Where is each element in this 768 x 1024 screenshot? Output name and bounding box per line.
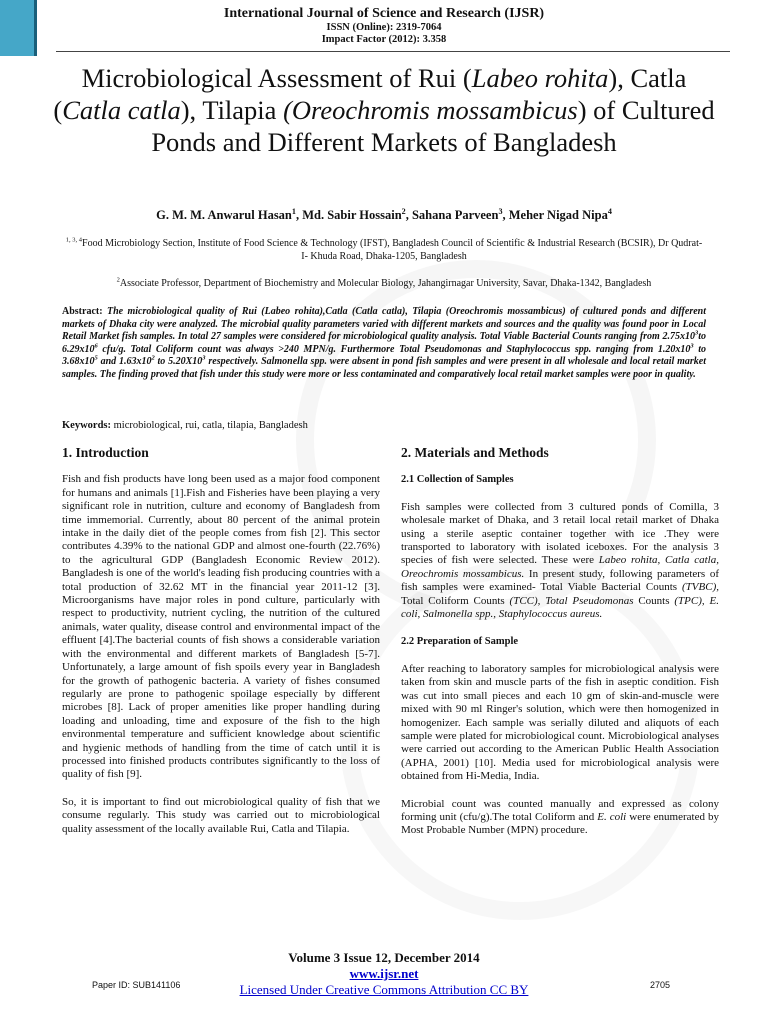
intro-paragraph-1: Fish and fish products have long been used as a major food component for humans and animals [1].Fish and Fisheries have been playing a very significant role in nutrition, culture and economy of Bangladesh from time immemorial. Currently, about 80 percent of the animal protein intake in the daily diet of the people comes from fish [2]. This sector contributes 4.39% to the national GDP and almost one-fourth (22.76%) to the agricultural GDP (Bangladesh Economic Review 2012). Bangladesh is one of the world's leading fish producing countries with a total production of 32.62 MT in the financial year 2011-12 [3]. Microorganisms have major roles in pond culture, particularly with respect to productivity, nutrient cycling, the nutrition of the cultured animals, water quality, disease control and environmental impact of the effluent [4].The bacterial counts of fish shows a considerable variation with the environmental and different markets of Bangladesh [5-7]. Unfortunately, a large amount of fish spoils every year in Bangladesh for the growth of pathogenic bacteria. A variety of fishes consumed regularly are prone to pathogenic spoilage especially by different microbes [8]. Lack of proper amenities like proper handling during loading and unloading, time and exposure of the fish to the high environmental temperature and sufficient knowledge about scientific and hygienic methods of handling from the time of catch until it is processed into finished products contributes significantly to the loss of quality of fish [9]. — [62, 473, 380, 781]
footer-license-link[interactable]: Licensed Under Creative Commons Attribution CC BY — [239, 982, 529, 997]
section-heading-methods: 2. Materials and Methods — [401, 445, 549, 460]
author-list: G. M. M. Anwarul Hasan$^1$, Md. Sabir Hossain$^2$, Sahana Parveen$^3$, Meher Nigad Nipa$^4$ — [156, 206, 612, 222]
affiliation-1: $^{1, 3, 4}$Food Microbiology Section, Institute of Food Science & Technology (IFST), Bangladesh Council of Scientific & Industrial Research (BCSIR), Dr Qudrat-I- Khuda Road, Dhaka-1205, Bangladesh — [65, 236, 703, 262]
abstract: Abstract: The microbiological quality of Rui (Labeo rohita),Catla (Catla catla), Tilapia (Oreochromis mossambicus) of cultured ponds and different markets of Dhaka city were analyzed. The microbial quality parameters varied with different markets and sources and the quality was found poor in Local Retail Market fish samples. In total 27 samples were considered for microbiological quality analysis. Total Viable Bacterial Counts ranging from $2.75x10^3to$ $6.29x10^6$ cfu/g. Total Coliform count was always >240 MPN/g. Furthermore Total Pseudomonas and Staphylococcus spp. ranging from $1.20x10^3$ to $3.68x10^5$ and $1.63x10^2$ to $5.20X10^3$ respectively. Salmonella spp. were absent in pond fish samples and were present in all wholesale and local retail market samples. The finding proved that fish under this study were more or less contaminated and comparatively local retail market samples were poor in quality. — [62, 306, 706, 380]
footer-paper-id: Paper ID: SUB141106 — [92, 980, 181, 990]
keywords: Keywords: microbiological, rui, catla, tilapia, Bangladesh — [62, 420, 308, 431]
left-column — [62, 446, 380, 850]
subsection-heading-preparation: 2.2 Preparation of Sample — [401, 636, 519, 648]
right-column — [401, 446, 719, 852]
collection-paragraph: Fish samples were collected from 3 cultured ponds of Comilla, 3 wholesale market of Dhaka, and 3 retail local retail market of Dhaka using a sterile aseptic container together with ice .They were transported to laboratory with isolated iceboxes. For the analysis 3 species of fish were selected. These were Labeo rohita, Catla catla, Oreochromis mossambicus. In present study, following parameters of fish samples were examined- Total Viable Bacterial Counts (TVBC), Total Coliform Counts (TCC), Total Pseudomonas Counts (TPC), E. coli, Salmonella spp., Staphylococcus aureus. — [401, 500, 719, 621]
paper-title: Microbiological Assessment of Rui (Labeo rohita), Catla (Catla catla), Tilapia (Oreochromis mossambicus) of Cultured Ponds and Different Markets of Bangladesh — [53, 63, 715, 157]
footer-page-number: 2705 — [650, 980, 671, 990]
journal-name: International Journal of Science and Research (IJSR) — [223, 6, 545, 21]
footer-journal-link[interactable]: www.ijsr.net — [349, 966, 419, 981]
intro-paragraph-2: So, it is important to find out microbiological quality of fish that we consume regularly. This study was carried out to microbiological quality assessment of the locally available Rui, Catla and Tilapia. — [62, 795, 380, 835]
journal-header — [0, 6, 768, 46]
subsection-heading-collection: 2.1 Collection of Samples — [401, 474, 514, 486]
affiliation-2: $^2$Associate Professor, Department of Biochemistry and Molecular Biology, Jahangirnagar University, Savar, Dhaka-1342, Bangladesh — [116, 276, 652, 289]
journal-issn: ISSN (Online): 2319-7064 — [326, 22, 442, 33]
preparation-paragraph-2: Microbial count was counted manually and expressed as colony forming unit (cfu/g).The total Coliform and E. coli were enumerated by Most Probable Number (MPN) procedure. — [401, 797, 719, 837]
journal-impact-factor: Impact Factor (2012): 3.358 — [321, 34, 447, 45]
footer-volume: Volume 3 Issue 12, December 2014 — [288, 950, 480, 965]
header-divider — [56, 51, 730, 52]
section-heading-introduction: 1. Introduction — [62, 445, 149, 460]
preparation-paragraph-1: After reaching to laboratory samples for microbiological analysis were taken from skin and muscle parts of the fish in aseptic condition. Fish was cut into small pieces and each 10 gm of skin-and-muscle were mixed with 90 ml Ringer's solution, which were then homogenized in homogenizer. Each sample was serially diluted and aliquots of each sample were plated for microbiological count. Microbiological analyses were carried out according to the American Public Health Association (APHA, 2001) [10]. Media used for microbiological analysis were obtained from Hi-Media, India. — [401, 662, 719, 783]
